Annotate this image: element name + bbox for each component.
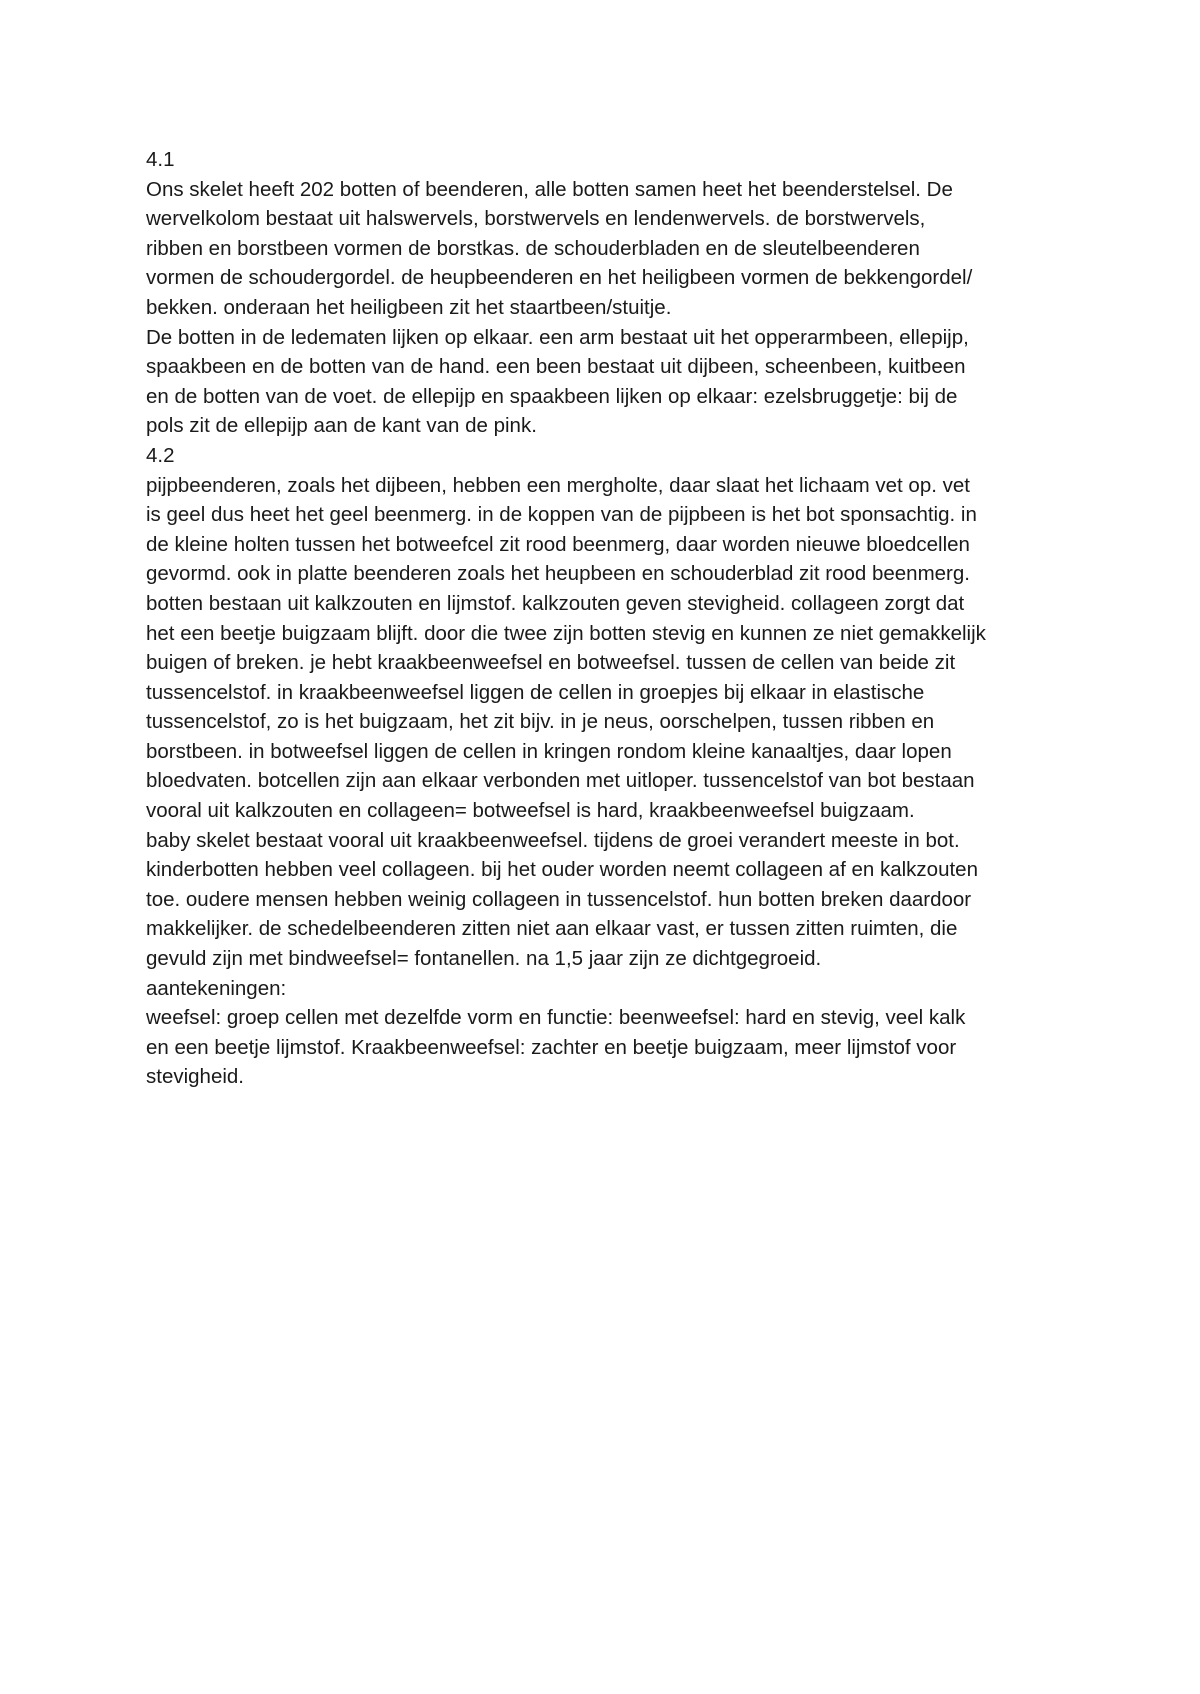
- text-line: bekken. onderaan het heiligbeen zit het staartbeen/stuitje.: [146, 295, 672, 319]
- text-line: Ons skelet heeft 202 botten of beenderen, alle botten samen heet het beenderstelsel. De: [146, 177, 953, 201]
- text-line: baby skelet bestaat vooral uit kraakbeenweefsel. tijdens de groei verandert meeste in bot.: [146, 828, 960, 852]
- text-line: makkelijker. de schedelbeenderen zitten niet aan elkaar vast, er tussen zitten ruimten, die: [146, 917, 958, 941]
- text-line: vormen de schoudergordel. de heupbeenderen en het heiligbeen vormen de bekkengordel/: [146, 266, 973, 290]
- text-line: ribben en borstbeen vormen de borstkas. de schouderbladen en de sleutelbeenderen: [146, 236, 920, 260]
- text-line: weefsel: groep cellen met dezelfde vorm en functie: beenweefsel: hard en stevig, veel kalk: [146, 1006, 966, 1030]
- text-line: tussencelstof, zo is het buigzaam, het zit bijv. in je neus, oorschelpen, tussen ribben en: [146, 710, 935, 734]
- text-line: gevormd. ook in platte beenderen zoals het heupbeen en schouderblad zit rood beenmerg.: [146, 562, 970, 586]
- text-line: wervelkolom bestaat uit halswervels, borstwervels en lendenwervels. de borstwervels,: [146, 207, 926, 231]
- text-line: stevigheid.: [146, 1065, 245, 1089]
- text-line: pijpbeenderen, zoals het dijbeen, hebben een mergholte, daar slaat het lichaam vet op. vet: [146, 473, 970, 497]
- text-line: botten bestaan uit kalkzouten en lijmstof. kalkzouten geven stevigheid. collageen zorgt dat: [146, 591, 965, 615]
- section-heading-4-2: 4.2: [146, 443, 175, 467]
- text-line: de kleine holten tussen het botweefcel zit rood beenmerg, daar worden nieuwe bloedcellen: [146, 532, 970, 556]
- section-heading-4-1: 4.1: [146, 148, 175, 171]
- text-line: buigen of breken. je hebt kraakbeenweefsel en botweefsel. tussen de cellen van beide zit: [146, 651, 956, 675]
- notes-heading: aantekeningen:: [146, 976, 287, 1000]
- document-text: [146, 145, 1076, 1092]
- text-line: is geel dus heet het geel beenmerg. in de koppen van de pijpbeen is het bot sponsachtig. in: [146, 503, 977, 527]
- text-line: het een beetje buigzaam blijft. door die twee zijn botten stevig en kunnen ze niet gemakkelijk: [146, 621, 986, 645]
- text-line: tussencelstof. in kraakbeenweefsel liggen de cellen in groepjes bij elkaar in elastische: [146, 680, 925, 704]
- text-line: en een beetje lijmstof. Kraakbeenweefsel: zachter en beetje buigzaam, meer lijmstof voor: [146, 1035, 957, 1059]
- text-line: De botten in de ledematen lijken op elkaar. een arm bestaat uit het opperarmbeen, ellepijp,: [146, 325, 969, 349]
- text-line: spaakbeen en de botten van de hand. een been bestaat uit dijbeen, scheenbeen, kuitbeen: [146, 355, 966, 379]
- text-line: toe. oudere mensen hebben weinig collageen in tussencelstof. hun botten breken daardoor: [146, 887, 972, 911]
- text-line: gevuld zijn met bindweefsel= fontanellen. na 1,5 jaar zijn ze dichtgegroeid.: [146, 947, 822, 971]
- text-line: bloedvaten. botcellen zijn aan elkaar verbonden met uitloper. tussencelstof van bot bestaan: [146, 769, 975, 793]
- text-line: kinderbotten hebben veel collageen. bij het ouder worden neemt collageen af en kalkzouten: [146, 858, 978, 882]
- text-line: vooral uit kalkzouten en collageen= botweefsel is hard, kraakbeenweefsel buigzaam.: [146, 799, 915, 823]
- text-line: en de botten van de voet. de ellepijp en spaakbeen lijken op elkaar: ezelsbruggetje: bij de: [146, 384, 958, 408]
- text-line: pols zit de ellepijp aan de kant van de pink.: [146, 414, 537, 438]
- text-line: borstbeen. in botweefsel liggen de cellen in kringen rondom kleine kanaaltjes, daar lopen: [146, 739, 952, 763]
